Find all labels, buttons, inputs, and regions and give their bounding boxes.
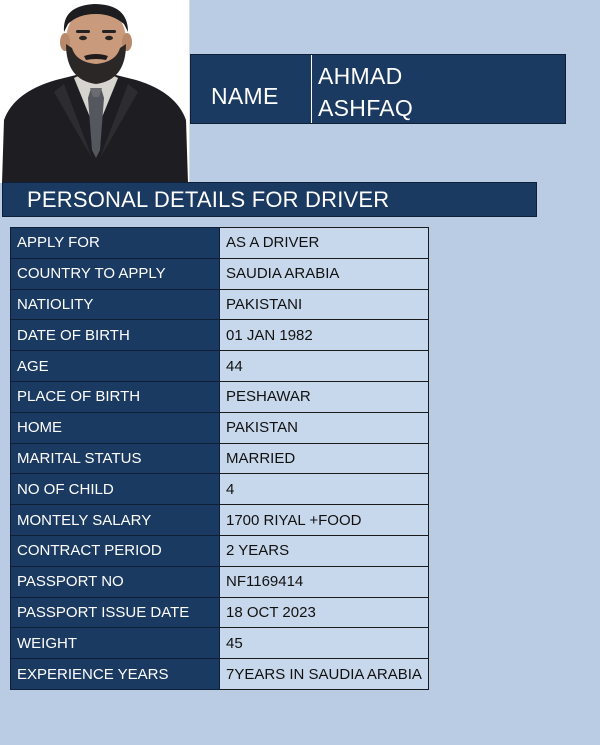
detail-value: PAKISTAN	[220, 412, 429, 443]
details-row	[11, 258, 429, 289]
detail-value: NF1169414	[220, 566, 429, 597]
detail-label: WEIGHT	[11, 628, 220, 659]
details-row	[11, 659, 429, 690]
section-title: PERSONAL DETAILS FOR DRIVER	[2, 182, 537, 217]
details-row	[11, 351, 429, 382]
first-name: AHMAD	[318, 63, 403, 89]
detail-label: MONTELY SALARY	[11, 505, 220, 536]
detail-value: AS A DRIVER	[220, 228, 429, 259]
detail-label: NO OF CHILD	[11, 474, 220, 505]
detail-label: EXPERIENCE YEARS	[11, 659, 220, 690]
detail-label: COUNTRY TO APPLY	[11, 258, 220, 289]
detail-value: PAKISTANI	[220, 289, 429, 320]
detail-label: APPLY FOR	[11, 228, 220, 259]
detail-value: 44	[220, 351, 429, 382]
details-row	[11, 535, 429, 566]
detail-label: NATIOLITY	[11, 289, 220, 320]
details-row	[11, 474, 429, 505]
details-row	[11, 228, 429, 259]
details-row	[11, 381, 429, 412]
detail-value: 2 YEARS	[220, 535, 429, 566]
detail-label: PLACE OF BIRTH	[11, 381, 220, 412]
detail-label: AGE	[11, 351, 220, 382]
personal-details-table	[10, 227, 429, 690]
detail-value: 4	[220, 474, 429, 505]
details-row	[11, 505, 429, 536]
applicant-photo	[0, 0, 190, 183]
detail-label: PASSPORT NO	[11, 566, 220, 597]
name-value	[316, 55, 565, 123]
details-row	[11, 412, 429, 443]
detail-label: DATE OF BIRTH	[11, 320, 220, 351]
detail-value: 18 OCT 2023	[220, 597, 429, 628]
detail-label: CONTRACT PERIOD	[11, 535, 220, 566]
details-row	[11, 443, 429, 474]
detail-value: PESHAWAR	[220, 381, 429, 412]
detail-value: SAUDIA ARABIA	[220, 258, 429, 289]
name-box	[190, 54, 566, 124]
detail-label: MARITAL STATUS	[11, 443, 220, 474]
detail-label: HOME	[11, 412, 220, 443]
details-row	[11, 289, 429, 320]
name-label: NAME	[191, 55, 312, 123]
detail-value: 1700 RIYAL +FOOD	[220, 505, 429, 536]
detail-value: 7YEARS IN SAUDIA ARABIA	[220, 659, 429, 690]
details-row	[11, 566, 429, 597]
details-row	[11, 628, 429, 659]
detail-value: 45	[220, 628, 429, 659]
details-row	[11, 320, 429, 351]
last-name: ASHFAQ	[318, 95, 414, 121]
detail-value: MARRIED	[220, 443, 429, 474]
details-row	[11, 597, 429, 628]
detail-label: PASSPORT ISSUE DATE	[11, 597, 220, 628]
detail-value: 01 JAN 1982	[220, 320, 429, 351]
